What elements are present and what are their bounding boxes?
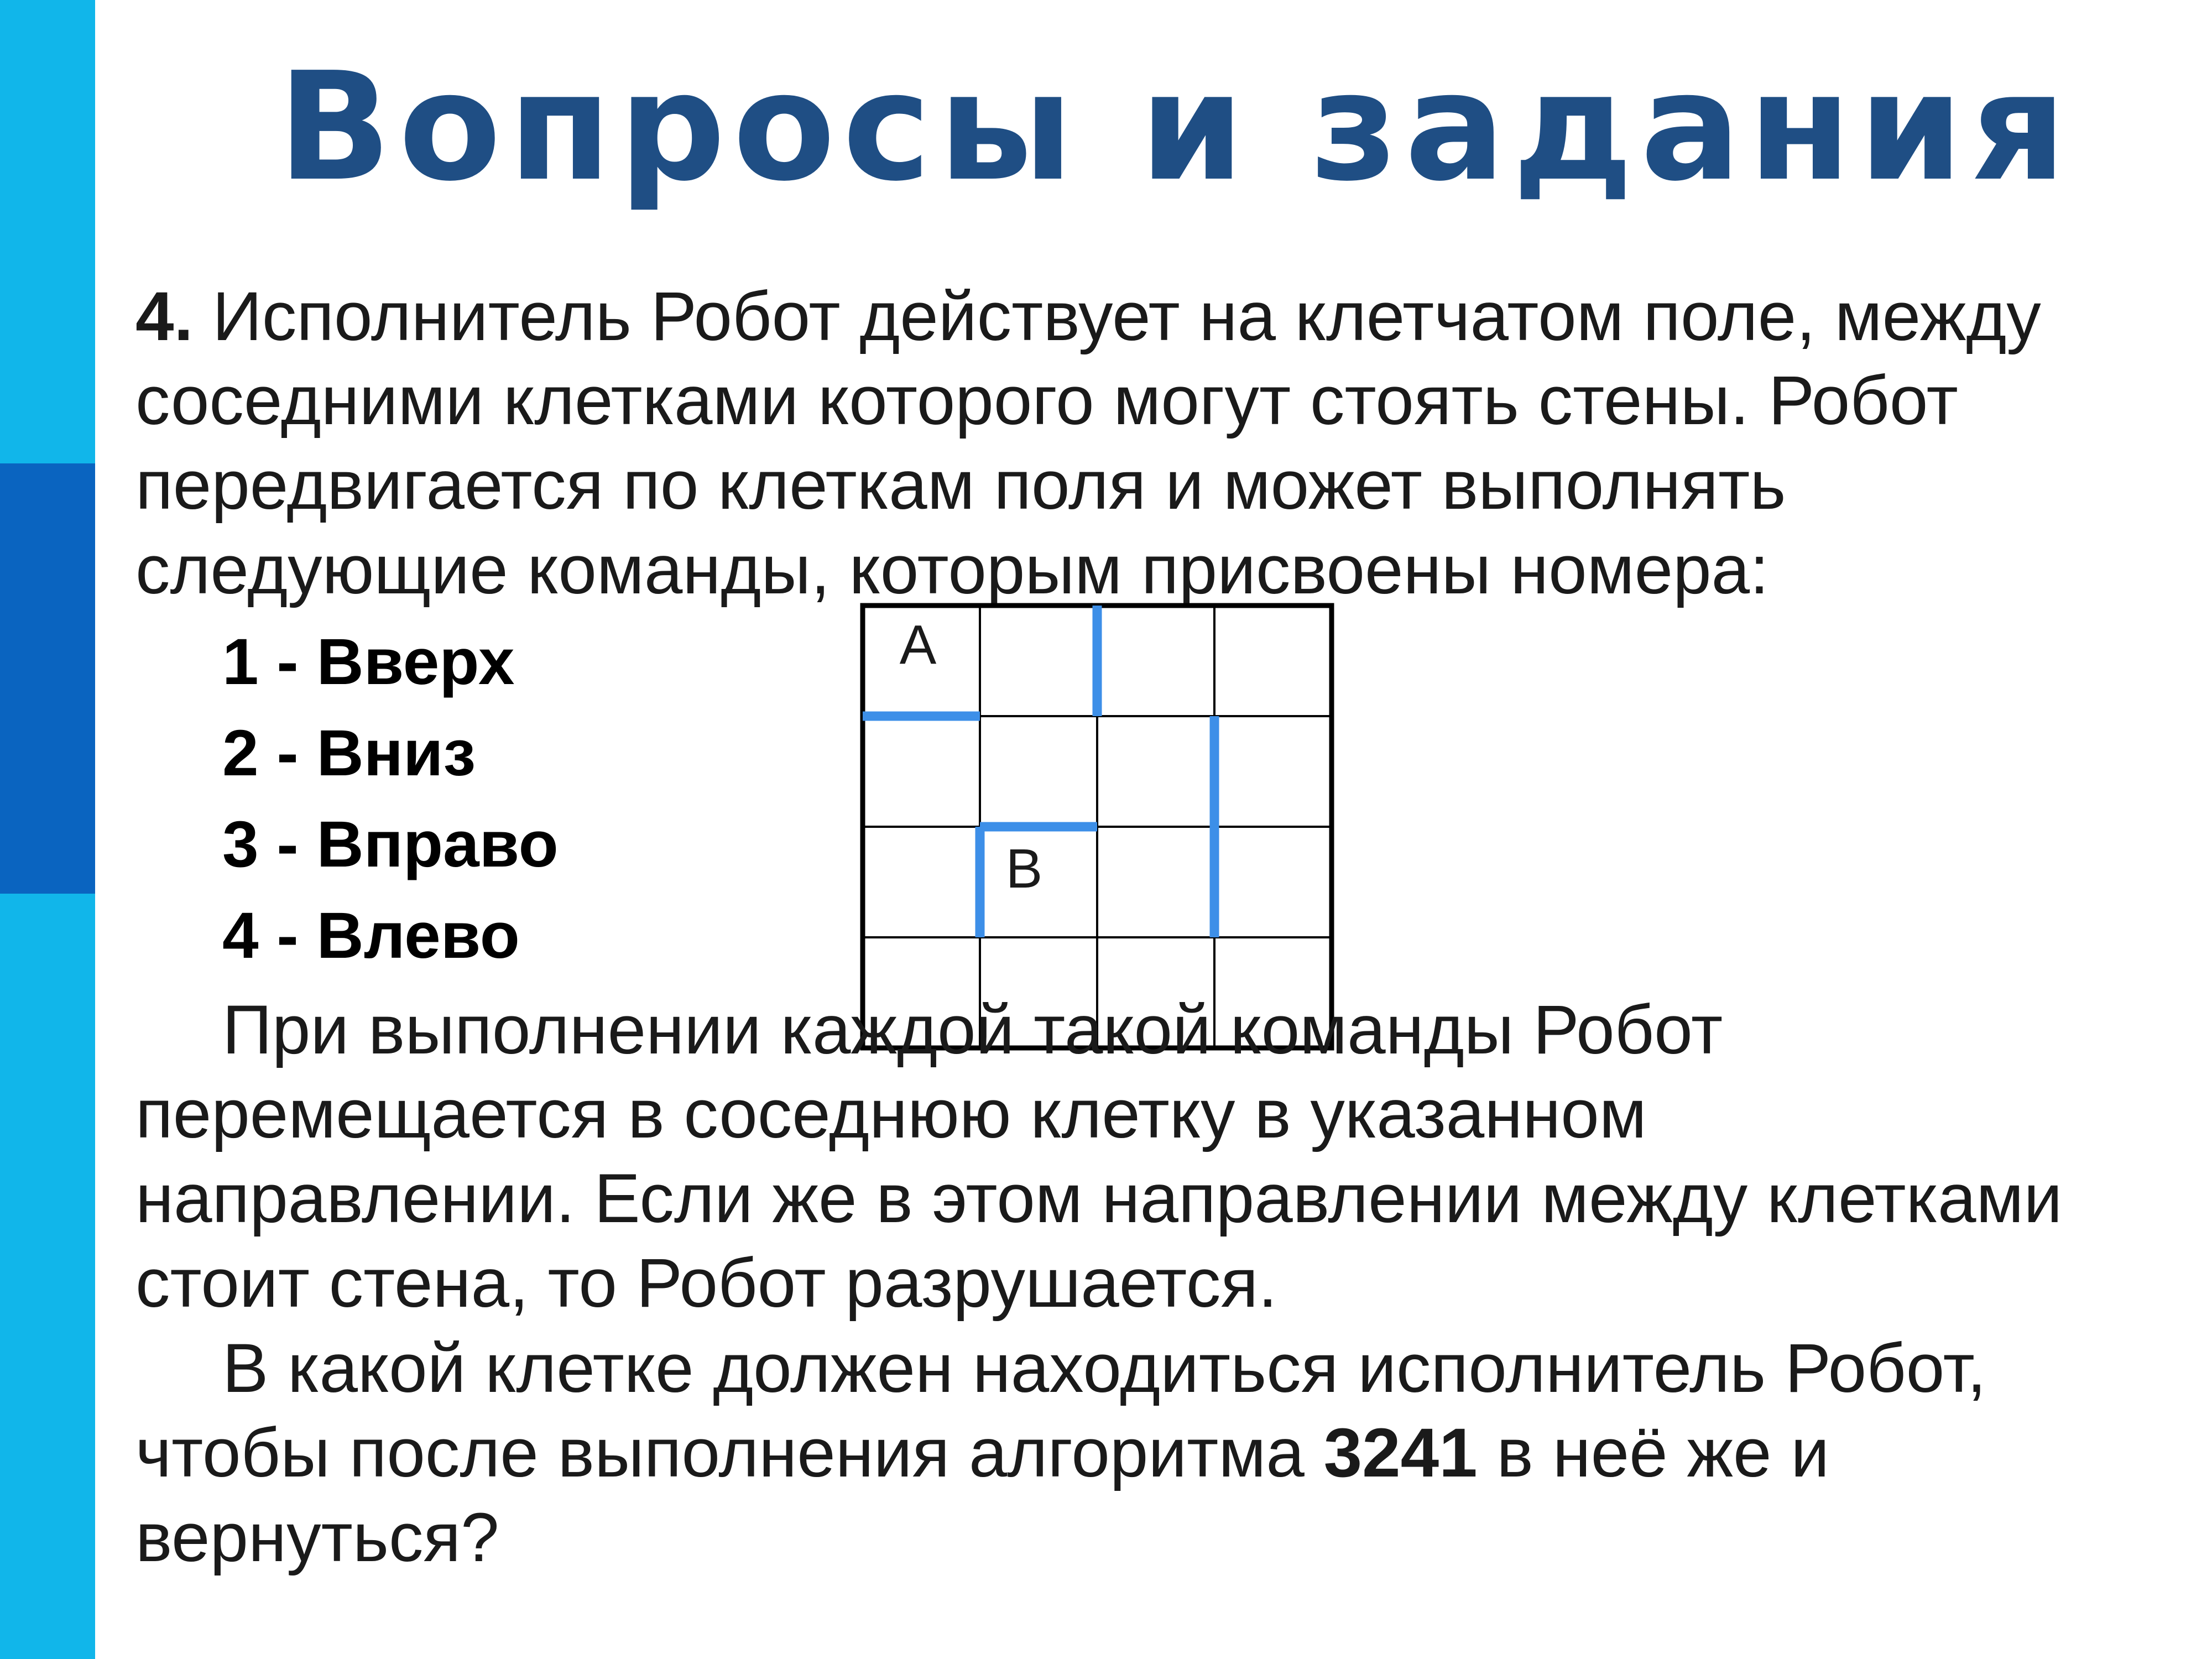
question-line-2 [135, 1415, 1830, 1491]
command-right: 3 - Вправо [222, 808, 559, 881]
intro-line-2: соседними клетками которого могут стоять стены. Робот [135, 362, 1958, 439]
cell-label: В [1005, 838, 1043, 900]
command-down: 2 - Вниз [222, 717, 476, 790]
intro-line-4: следующие команды, которым присвоены номера: [135, 531, 1769, 608]
task-number: 4. [135, 278, 194, 355]
question-line-2-start: чтобы после выполнения алгоритма [135, 1415, 1324, 1491]
rule-line-4: стоит стена, то Робот разрушается. [135, 1245, 1277, 1322]
question-line-2-end: в неё же и [1477, 1415, 1830, 1491]
rule-line-3: направлении. Если же в этом направлении между клетками [135, 1160, 2063, 1237]
slide-title: Вопросы и задания [278, 40, 2074, 214]
intro-line-3: передвигается по клеткам поля и может выполнять [135, 447, 1786, 524]
intro-line-1 [135, 278, 2041, 355]
algorithm-code: 3241 [1323, 1415, 1478, 1491]
question-line-1: В какой клетке должен находиться исполнитель Робот, [222, 1330, 1986, 1407]
intro-line-1-text: Исполнитель Робот действует на клетчатом поле, между [193, 278, 2041, 355]
rule-line-1: При выполнении каждой такой команды Робот [222, 992, 1723, 1068]
left-accent-bar-highlight [0, 463, 95, 894]
command-left: 4 - Влево [222, 899, 520, 972]
cell-label: А [899, 614, 937, 676]
rule-line-2: перемещается в соседнюю клетку в указанном [135, 1076, 1647, 1152]
command-up: 1 - Вверх [222, 625, 515, 698]
question-line-3: вернуться? [135, 1499, 499, 1576]
